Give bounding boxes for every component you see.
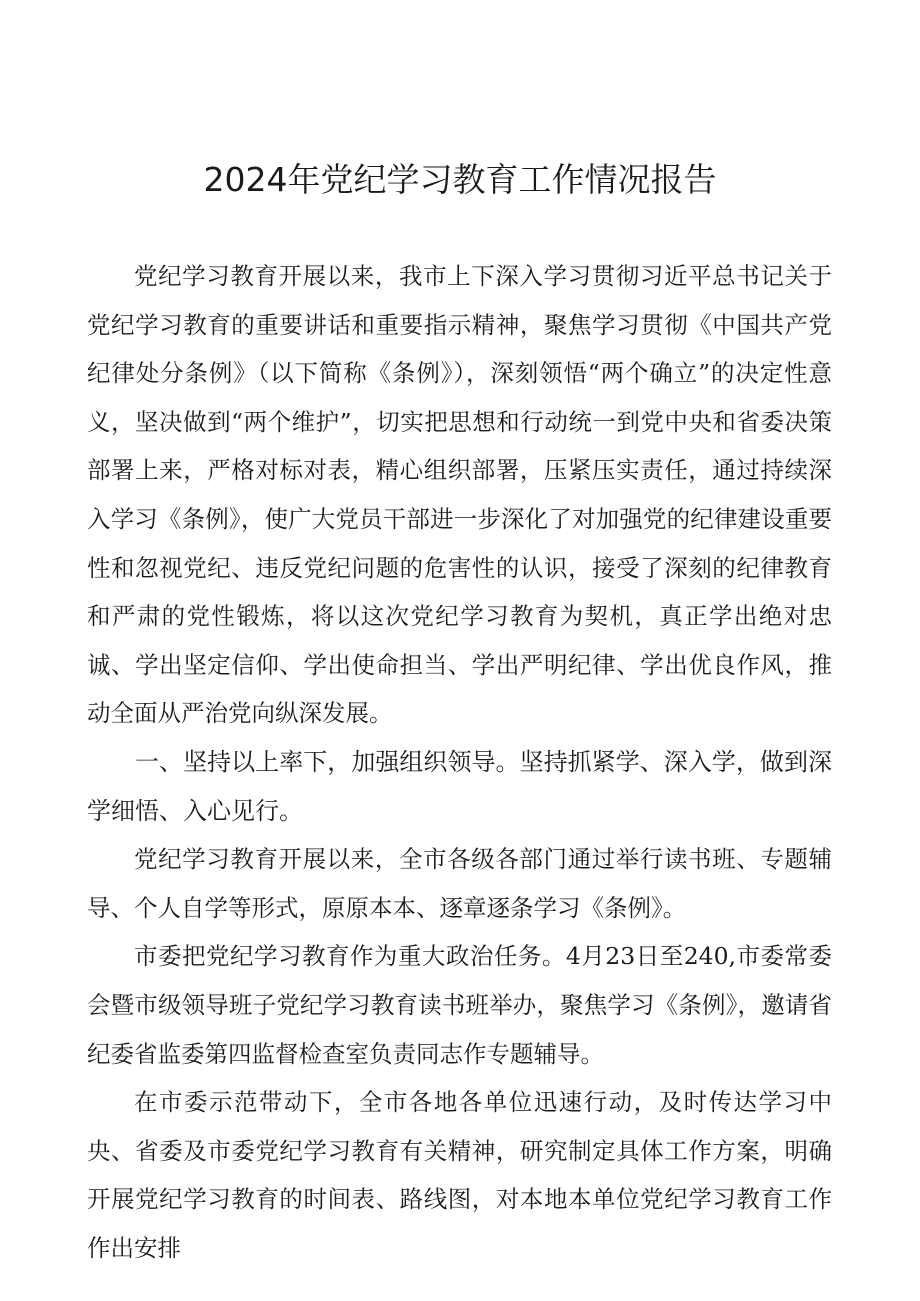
paragraph-study-forms: 党纪学习教育开展以来，全市各级各部门通过举行读书班、专题辅导、个人自学等形式，原原本本、逐章逐条学习《条例》。 xyxy=(87,845,832,922)
paragraph-units-action: 在市委示范带动下，全市各地各单位迅速行动，及时传达学习中央、省委及市委党纪学习教育有关精神，研究制定具体工作方案，明确开展党纪学习教育的时间表、路线图，对本地本单位党纪学习教育工作作出安排 xyxy=(87,1088,832,1262)
paragraph-intro: 党纪学习教育开展以来，我市上下深入学习贯彻习近平总书记关于党纪学习教育的重要讲话和重要指示精神，聚焦学习贯彻《中国共产党纪律处分条例》（以下简称《条例》），深刻领悟“两个确立”的决定性意义，坚决做到“两个维护”，切实把思想和行动统一到党中央和省委决策部署上来，严格对标对表，精心组织部署，压紧压实责任，通过持续深入学习《条例》，使广大党员干部进一步深化了对加强党的纪律建设重要性和忽视党纪、违反党纪问题的危害性的认识，接受了深刻的纪律教育和严肃的党性锻炼，将以这次党纪学习教育为契机，真正学出绝对忠诚、学出坚定信仰、学出使命担当、学出严明纪律、学出优良作风，推动全面从严治党向纵深发展。 xyxy=(87,262,832,728)
section-heading-1: 一、坚持以上率下，加强组织领导。坚持抓紧学、深入学，做到深学细悟、入心见行。 xyxy=(87,747,832,825)
paragraph-city-committee: 市委把党纪学习教育作为重大政治任务。4月23日至240,市委常委会暨市级领导班子党纪学习教育读书班举办，聚焦学习《条例》，邀请省纪委省监委第四监督检查室负责同志作专题辅导。 xyxy=(87,942,832,1068)
document-title: 2024年党纪学习教育工作情况报告 xyxy=(203,160,717,199)
document-body xyxy=(87,252,832,1272)
